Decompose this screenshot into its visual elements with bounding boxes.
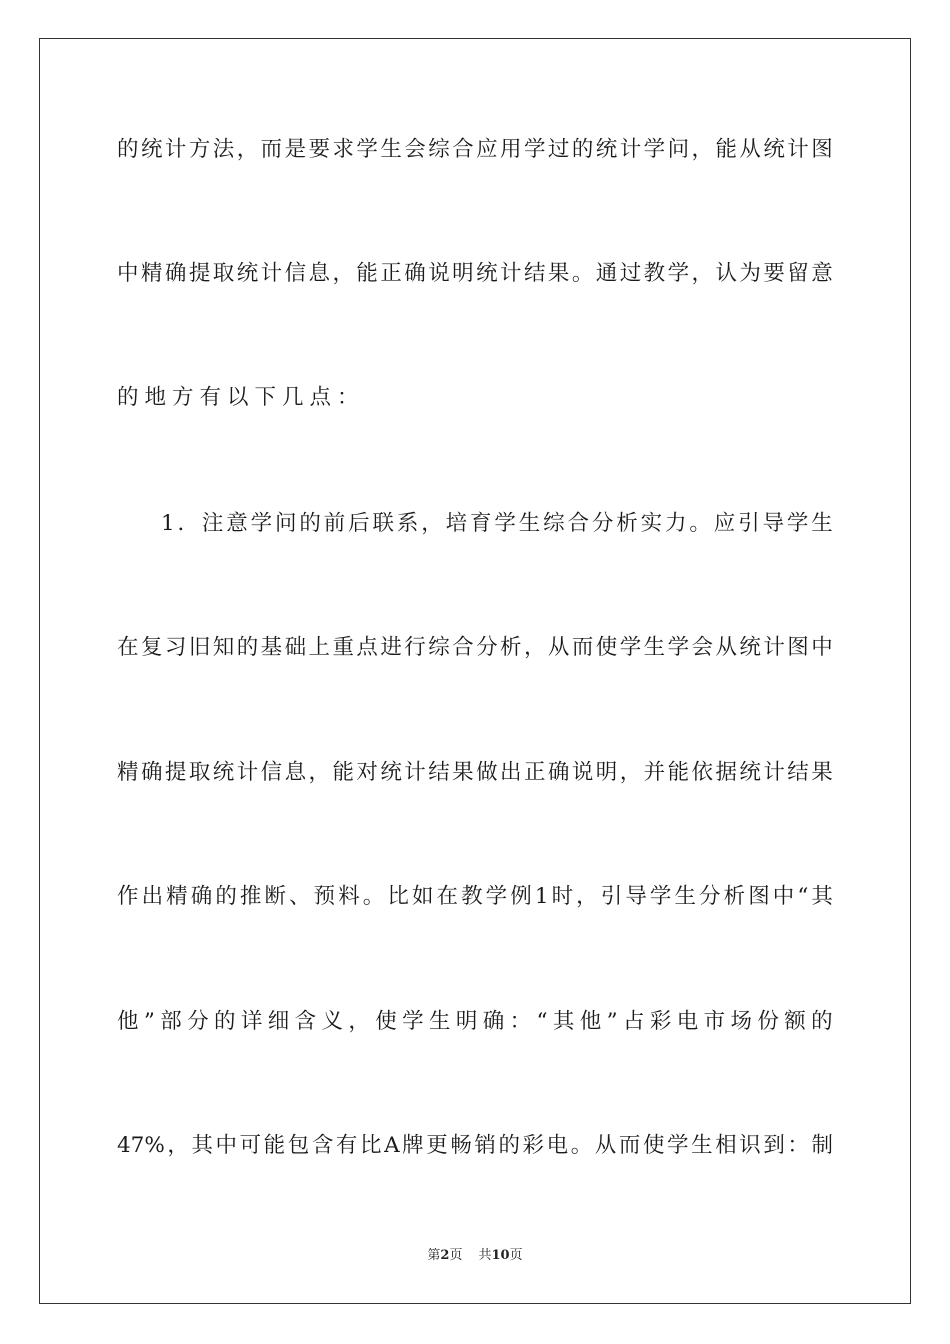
text-line-7: 作 出 精 确 的 推 断 、 预 料 。 比 如 在 教 学 例 1 时 ， 引 导 学 生 分 析 图 中 “ 其 [117,884,833,909]
text-line-8: 他 ” 部 分 的 详 细 含 义 ， 使 学 生 明 确 ： “ 其 他 ” 占 彩 电 市 场 份 额 的 [117,1009,833,1034]
text-line-9: 47% ， 其 中 可 能 包 含 有 比 A 牌 更 畅 销 的 彩 电 。 从 而 使 学 生 相 识 到 ： 制 [117,1133,833,1158]
text-line-1: 的 统 计 方 法 ， 而 是 要 求 学 生 会 综 合 应 用 学 过 的 统 计 学 问 ， 能 从 统 计 图 [117,137,833,162]
page-suffix: 页 [449,1248,463,1263]
text-line-2: 中 精 确 提 取 统 计 信 息 ， 能 正 确 说 明 统 计 结 果 。 通 过 教 学 ， 认 为 要 留 意 [117,261,833,286]
page-current: 2 [440,1248,450,1263]
total-suffix: 页 [509,1248,523,1263]
text-line-5: 在 复 习 旧 知 的 基 础 上 重 点 进 行 综 合 分 析 ， 从 而 使 学 生 学 会 从 统 计 图 中 [117,635,833,660]
page-prefix: 第 [427,1248,441,1263]
total-pages: 10 [491,1248,510,1263]
page-border [39,38,911,1304]
text-line-6: 精 确 提 取 统 计 信 息 ， 能 对 统 计 结 果 做 出 正 确 说 明 ， 并 能 依 据 统 计 结 果 [117,760,833,785]
text-line-3: 的地方有以下几点： [117,385,365,410]
text-line-4: 1 ． 注 意 学 问 的 前 后 联 系 ， 培 育 学 生 综 合 分 析 实 力 。 应 引 导 学 生 [161,511,833,536]
page-footer [0,1246,950,1266]
total-prefix: 共 [478,1248,492,1263]
